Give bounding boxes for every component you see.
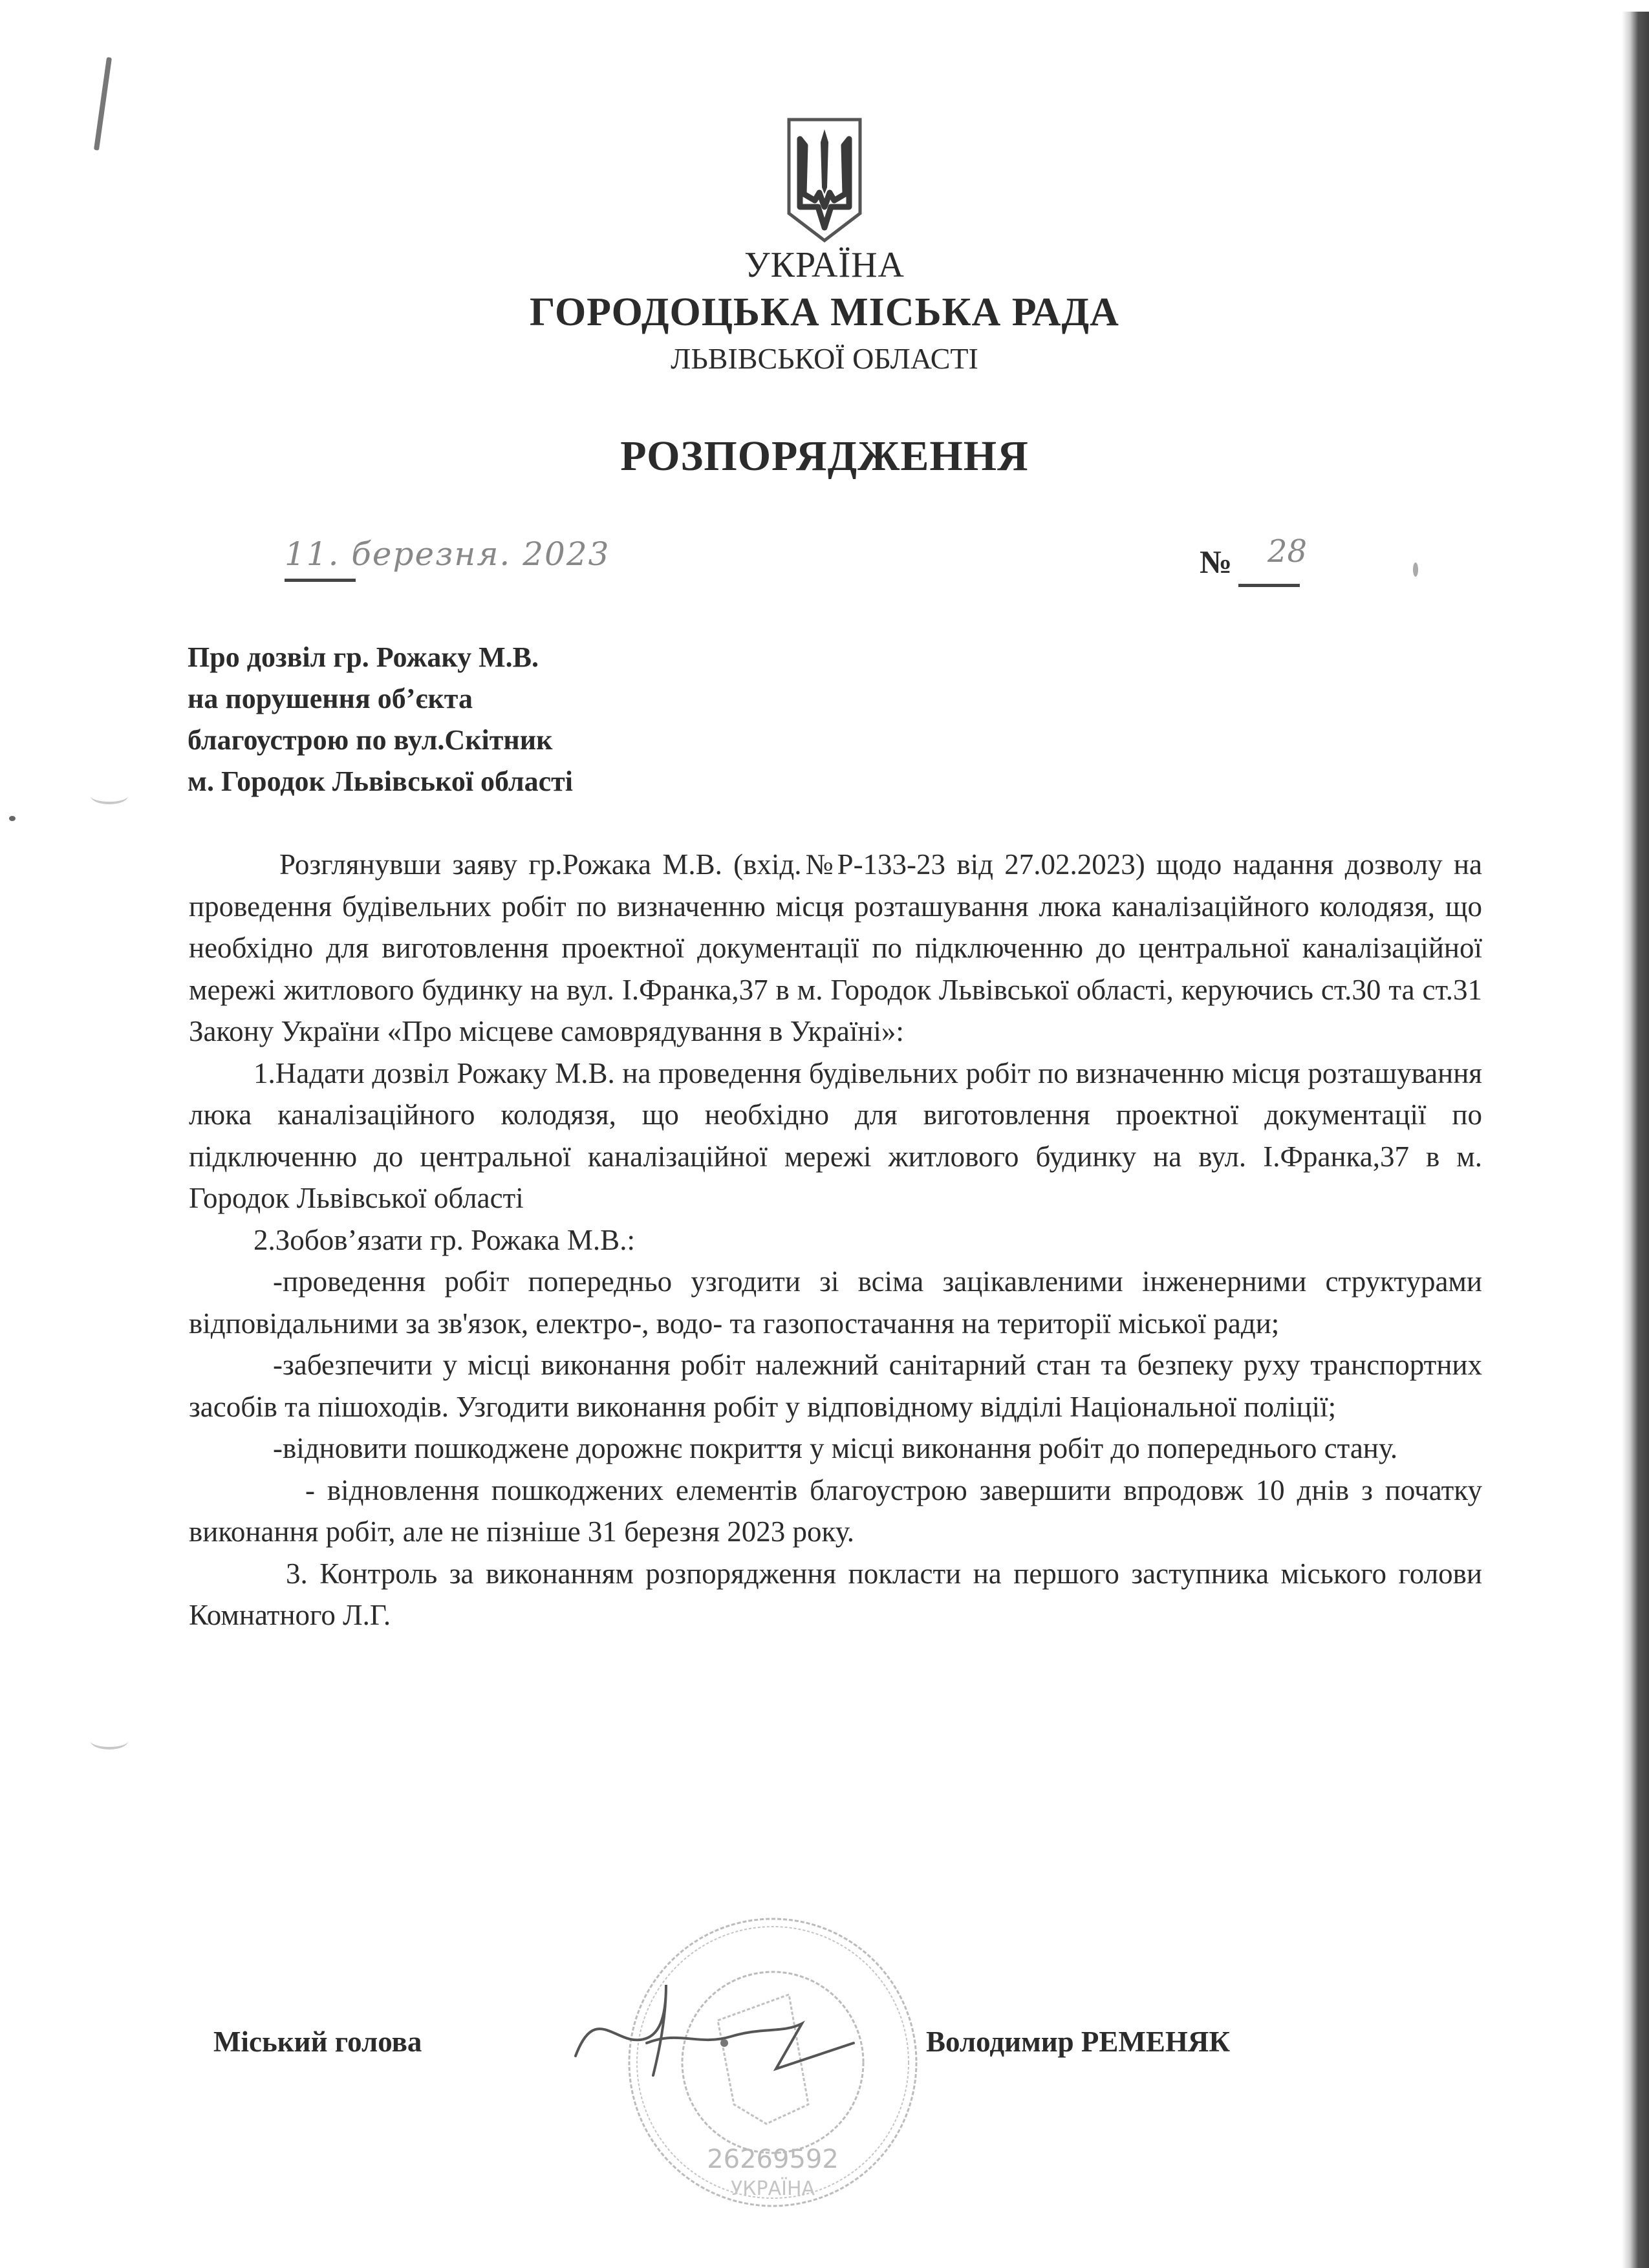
item-2-subitem: -проведення робіт попередньо узгодити зі всіма зацікавленими інженерними структурами відповідальними за зв'язок, електро-, водо- та газопостачання на території міської ради; xyxy=(189,1265,1482,1340)
item-2-subitem: -відновити пошкоджене дорожнє покриття у місці виконання робіт до попереднього стану. xyxy=(273,1432,1398,1464)
pen-mark xyxy=(94,57,112,151)
document-title: РОЗПОРЯДЖЕННЯ xyxy=(620,433,1029,480)
punch-hole-mark xyxy=(91,787,128,804)
punch-hole-mark xyxy=(91,1733,128,1749)
document-body xyxy=(189,844,1482,1636)
subject-line: на порушення об’єкта xyxy=(188,683,473,714)
scan-speck xyxy=(1413,562,1418,577)
scan-speck xyxy=(9,816,16,821)
signatory-role: Міський голова xyxy=(213,2026,422,2058)
subject-line: Про дозвіл гр. Рожаку М.В. xyxy=(188,641,539,673)
preamble-paragraph: Розглянувши заяву гр.Рожака М.В. (вхід.№Р-133-23 від 27.02.2023) щодо надання дозволу на проведення будівельних робіт по визначенню місця розташування люка каналізаційного колодязя, що необхідно для виготовлення проектної документації по підключенню до центральної каналізаційної мережі житлового будинку на вул. І.Франка,37 в м. Городок Львівської області, керуючись ст.30 та ст.31 Закону України «Про місцеве самоврядування в Україні»: xyxy=(189,848,1482,1047)
item-2-heading: 2.Зобов’язати гр. Рожака М.В.: xyxy=(253,1223,635,1256)
header-oblast: ЛЬВІВСЬКОЇ ОБЛАСТІ xyxy=(671,342,978,375)
subject-line: благоустрою по вул.Скітник xyxy=(188,724,553,756)
subject-block xyxy=(188,637,573,802)
item-2-subitem: - відновлення пошкоджених елементів благоустрою завершити впродовж 10 днів з початку виконання робіт, але не пізніше 31 березня 2023 року. xyxy=(189,1473,1482,1548)
stamp-country: УКРАЇНА xyxy=(730,2177,815,2200)
signatory-name: Володимир РЕМЕНЯК xyxy=(926,2026,1231,2058)
handwritten-signature-icon xyxy=(569,1978,918,2108)
item-1-paragraph: 1.Надати дозвіл Рожаку М.В. на проведення будівельних робіт по визначенню місця розташування люка каналізаційного колодязя, що необхідно для виготовлення проектної документації по підключенню до центральної каналізаційної мережі житлового будинку на вул. І.Франка,37 в м. Городок Львівської області xyxy=(189,1056,1482,1214)
handwritten-number: 28 xyxy=(1267,533,1308,570)
number-label: № xyxy=(1200,544,1233,580)
date-underline xyxy=(285,579,356,582)
handwritten-date: 11. березня. 2023 xyxy=(285,535,610,573)
number-underline xyxy=(1238,584,1300,587)
header-council: ГОРОДОЦЬКА МІСЬКА РАДА xyxy=(530,290,1119,334)
header-country: УКРАЇНА xyxy=(744,245,905,285)
subject-line: м. Городок Львівської області xyxy=(188,765,573,797)
item-2-subitem: -забезпечити у місці виконання робіт належний санітарний стан та безпеку руху транспортних засобів та пішоходів. Узгодити виконання робіт у відповідному відділі Національної поліції; xyxy=(189,1349,1482,1423)
trident-emblem-icon xyxy=(786,116,863,242)
stamp-code: 26269592 xyxy=(707,2145,839,2174)
item-3-paragraph: 3. Контроль за виконанням розпорядження покласти на першого заступника міського голови Комнатного Л.Г. xyxy=(189,1557,1482,1631)
